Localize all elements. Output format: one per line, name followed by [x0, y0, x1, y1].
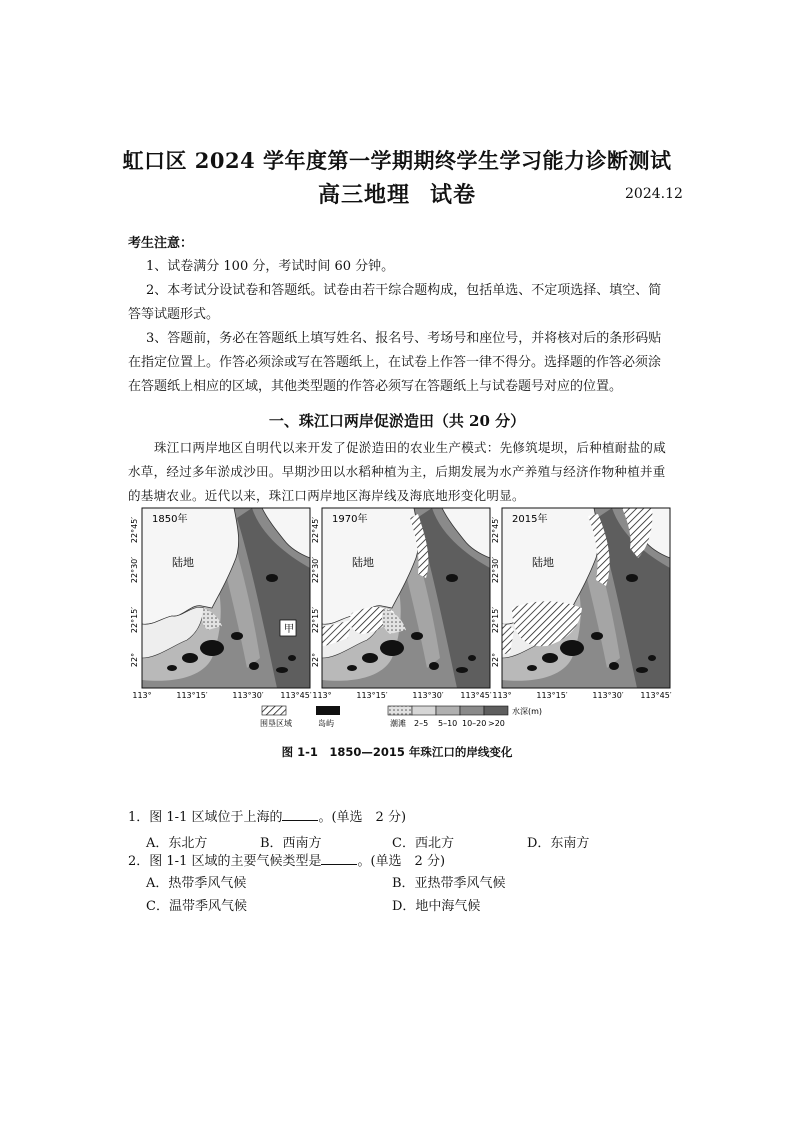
panel-3-year: 2015年	[512, 514, 548, 525]
lon-label-p3-11345: 113°45′	[640, 691, 672, 700]
question-1	[128, 806, 406, 825]
question-2-blank	[321, 851, 357, 865]
legend-depth-4-label: >20	[488, 719, 505, 728]
map-panel-1850	[142, 508, 310, 688]
legend-reclaim-swatch	[262, 706, 286, 715]
lat-label-p2-2215: 22°15′	[311, 606, 320, 634]
panel-1-year: 1850年	[152, 514, 188, 525]
q2-option-a: A．热带季风气候	[146, 876, 247, 891]
legend-depth-1-swatch	[412, 706, 436, 715]
map-legend	[260, 706, 542, 728]
legend-depth-2-swatch	[436, 706, 460, 715]
question-1-stem-end: 。(单选 2 分)	[318, 810, 407, 825]
q2-option-c: C．温带季风气候	[146, 899, 247, 914]
exam-date: 2024.12	[625, 186, 683, 202]
lat-label-p3-2230: 22°30′	[491, 556, 500, 584]
section-title: 一、珠江口两岸促淤造田（共 20 分）	[268, 412, 526, 430]
lon-label-p3-113: 113°	[492, 691, 512, 700]
subtitle-subject: 高三地理	[317, 182, 410, 208]
notice-item-3: 3、答题前，务必在答题纸上填写姓名、报名号、考场号和座位号，并将核对后的条形码贴在指定位置上。作答必须涂或写在答题纸上，在试卷上作答一律不得分。选择题的作答必须涂在答题纸上相应的区域，其他类型题的作答必须写在答题纸上与试卷题号对应的位置。	[128, 331, 662, 394]
q1-option-b: B．西南方	[260, 836, 322, 851]
notice-heading: 考生注意：	[128, 236, 194, 251]
question-1-stem: 1．图 1-1 区域位于上海的	[128, 810, 283, 825]
q1-option-c: C．西北方	[392, 836, 454, 851]
lat-label-22: 22°	[130, 652, 139, 668]
q1-option-d: D．东南方	[527, 836, 590, 851]
lat-label-p2-2245: 22°45′	[311, 516, 320, 544]
lat-label-2230: 22°30′	[130, 556, 139, 584]
panel-2-year: 1970年	[332, 514, 368, 525]
legend-depth-3-swatch	[460, 706, 484, 715]
panel-1-marker: 甲	[284, 624, 294, 635]
question-2-stem: 2．图 1-1 区域的主要气候类型是	[128, 854, 322, 869]
legend-depth-unit: 水深(m)	[512, 707, 543, 716]
lon-label-p1-11345: 113°45′	[280, 691, 312, 700]
panel-1-land-label: 陆地	[172, 556, 194, 569]
exam-title: 虹口区 2024 学年度第一学期期终学生学习能力诊断测试	[122, 148, 672, 173]
lat-label-p2-22: 22°	[311, 652, 320, 668]
section-intro: 珠江口两岸地区自明代以来开发了促淤造田的农业生产模式：先修筑堤坝，后种植耐盐的咸水草，经过多年淤成沙田。早期沙田以水稻种植为主，后期发展为水产养殖与经济作物种植并重的基塘农业。近代以来，珠江口两岸地区海岸线及海底地形变化明显。	[128, 440, 667, 503]
lat-label-2215: 22°15′	[130, 606, 139, 634]
q2-option-b: B．亚热带季风气候	[392, 876, 506, 891]
estuary-maps	[120, 500, 680, 740]
lat-label-p3-2245: 22°45′	[491, 516, 500, 544]
lon-label-p2-113: 113°	[312, 691, 332, 700]
lat-label-2245: 22°45′	[130, 516, 139, 544]
question-2-stem-end: 。(单选 2 分)	[357, 854, 446, 869]
lon-label-p1-11315: 113°15′	[176, 691, 208, 700]
legend-island-swatch	[316, 706, 340, 715]
legend-tidal-swatch	[388, 706, 412, 715]
question-1-blank	[282, 807, 318, 821]
legend-depth-1-label: 2–5	[414, 719, 429, 728]
q1-option-a: A．东北方	[146, 836, 208, 851]
map-panel-1970	[322, 508, 490, 688]
notice-item-2: 2、本考试分设试卷和答题纸。试卷由若干综合题构成，包括单选、不定项选择、填空、简答等试题形式。	[128, 283, 662, 322]
legend-tidal-label: 潮滩	[390, 719, 406, 728]
lon-label-p2-11330: 113°30′	[412, 691, 444, 700]
subtitle-paper: 试卷	[430, 182, 477, 208]
q2-option-d: D．地中海气候	[392, 899, 481, 914]
question-2	[128, 850, 445, 869]
lat-label-p3-22: 22°	[491, 652, 500, 668]
lon-label-p3-11315: 113°15′	[536, 691, 568, 700]
notice-item-1: 1、试卷满分 100 分，考试时间 60 分钟。	[146, 259, 395, 274]
lat-label-p3-2215: 22°15′	[491, 606, 500, 634]
panel-2-land-label: 陆地	[352, 556, 374, 569]
lon-label-p2-11315: 113°15′	[356, 691, 388, 700]
legend-depth-4-swatch	[484, 706, 508, 715]
map-panel-2015	[502, 508, 670, 688]
lat-label-p2-2230: 22°30′	[311, 556, 320, 584]
legend-island-label: 岛屿	[318, 719, 334, 728]
panel-3-land-label: 陆地	[532, 556, 554, 569]
legend-depth-3-label: 10–20	[462, 719, 487, 728]
legend-depth-2-label: 5–10	[438, 719, 458, 728]
figure-caption: 图 1-1 1850—2015 年珠江口的岸线变化	[281, 745, 513, 759]
lon-label-p1-113: 113°	[132, 691, 152, 700]
lon-label-p3-11330: 113°30′	[592, 691, 624, 700]
legend-reclaim-label: 围垦区域	[260, 719, 292, 728]
lon-label-p2-11345: 113°45′	[460, 691, 492, 700]
figure-1-1	[120, 500, 680, 740]
lon-label-p1-11330: 113°30′	[232, 691, 264, 700]
